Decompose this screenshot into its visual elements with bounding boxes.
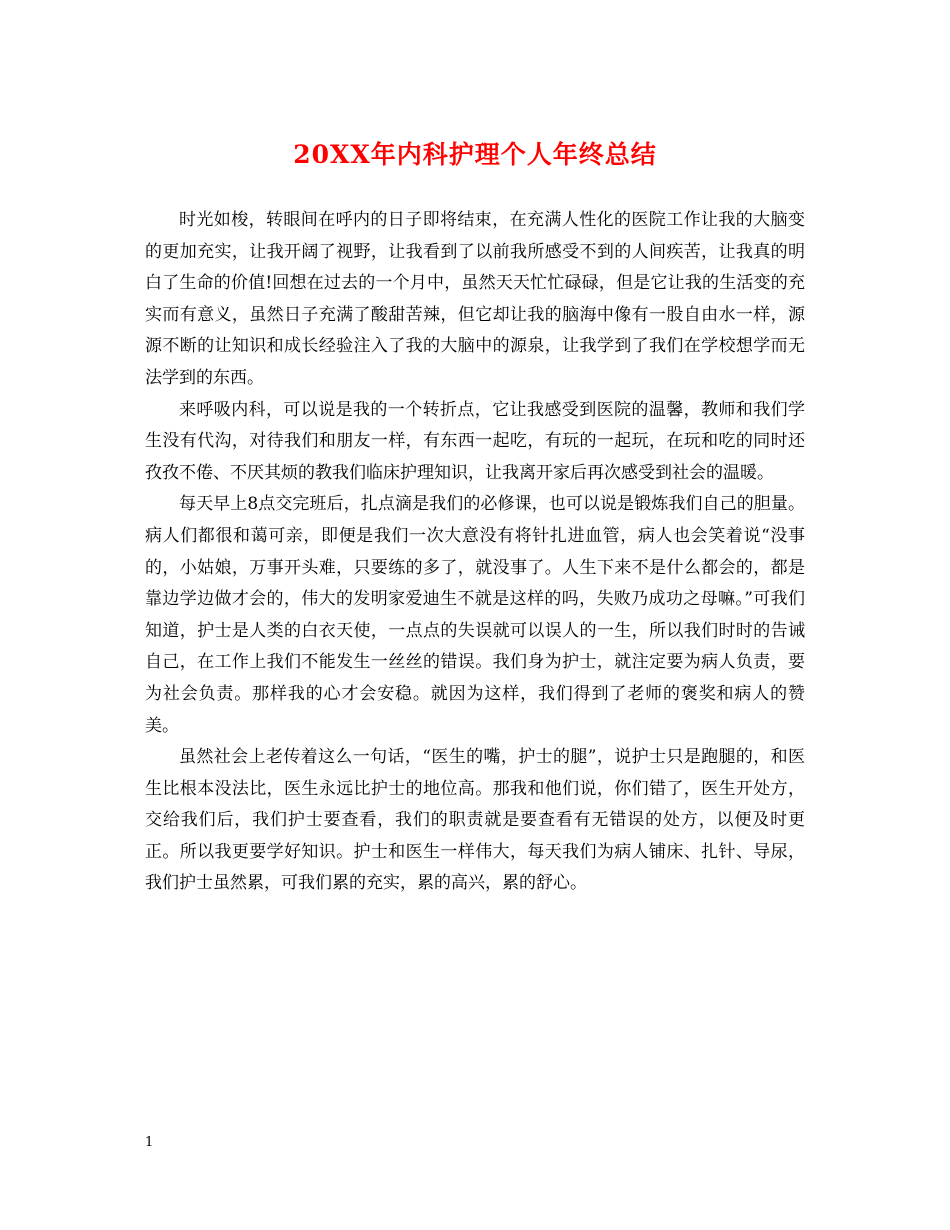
page-number: 1 [145,1135,154,1150]
paragraph-3: 每天早上8点交完班后，扎点滴是我们的必修课，也可以说是锻炼我们自己的胆量。病人们都很和蔼可亲，即便是我们一次大意没有将针扎进血管，病人也会笑着说“没事的，小姑娘，万事开头难，只要练的多了，就没事了。人生下来不是什么都会的，都是靠边学边做才会的，伟大的发明家爱迪生不就是这样的吗，失败乃成功之母嘛。”可我们知道，护士是人类的白衣天使，一点点的失误就可以误人的一生，所以我们时时的告诫自己，在工作上我们不能发生一丝丝的错误。我们身为护士，就注定要为病人负责，要为社会负责。那样我的心才会安稳。就因为这样，我们得到了老师的褒奖和病人的赞美。 [145,494,805,736]
document-body [145,205,805,900]
document-title: 20XX年内科护理个人年终总结 [293,140,657,169]
paragraph-2: 来呼吸内科，可以说是我的一个转折点，它让我感受到医院的温馨，教师和我们学生没有代沟，对待我们和朋友一样，有东西一起吃，有玩的一起玩，在玩和吃的同时还孜孜不倦、不厌其烦的教我们临床护理知识，让我离开家后再次感受到社会的温暖。 [145,399,805,483]
paragraph-1: 时光如梭，转眼间在呼内的日子即将结束，在充满人性化的医院工作让我的大脑变的更加充实，让我开阔了视野，让我看到了以前我所感受不到的人间疾苦，让我真的明白了生命的价值!回想在过去的一个月中，虽然天天忙忙碌碌，但是它让我的生活变的充实而有意义，虽然日子充满了酸甜苦辣，但它却让我的脑海中像有一股自由水一样，源源不断的让知识和成长经验注入了我的大脑中的源泉，让我学到了我们在学校想学而无法学到的东西。 [145,210,805,388]
paragraph-4: 虽然社会上老传着这么一句话，“医生的嘴，护士的腿”，说护士只是跑腿的，和医生比根本没法比，医生永远比护士的地位高。那我和他们说，你们错了，医生开处方，交给我们后，我们护士要查看，我们的职责就是要查看有无错误的处方，以便及时更正。所以我更要学好知识。护士和医生一样伟大，每天我们为病人铺床、扎针、导尿，我们护士虽然累，可我们累的充实，累的高兴，累的舒心。 [145,747,805,894]
